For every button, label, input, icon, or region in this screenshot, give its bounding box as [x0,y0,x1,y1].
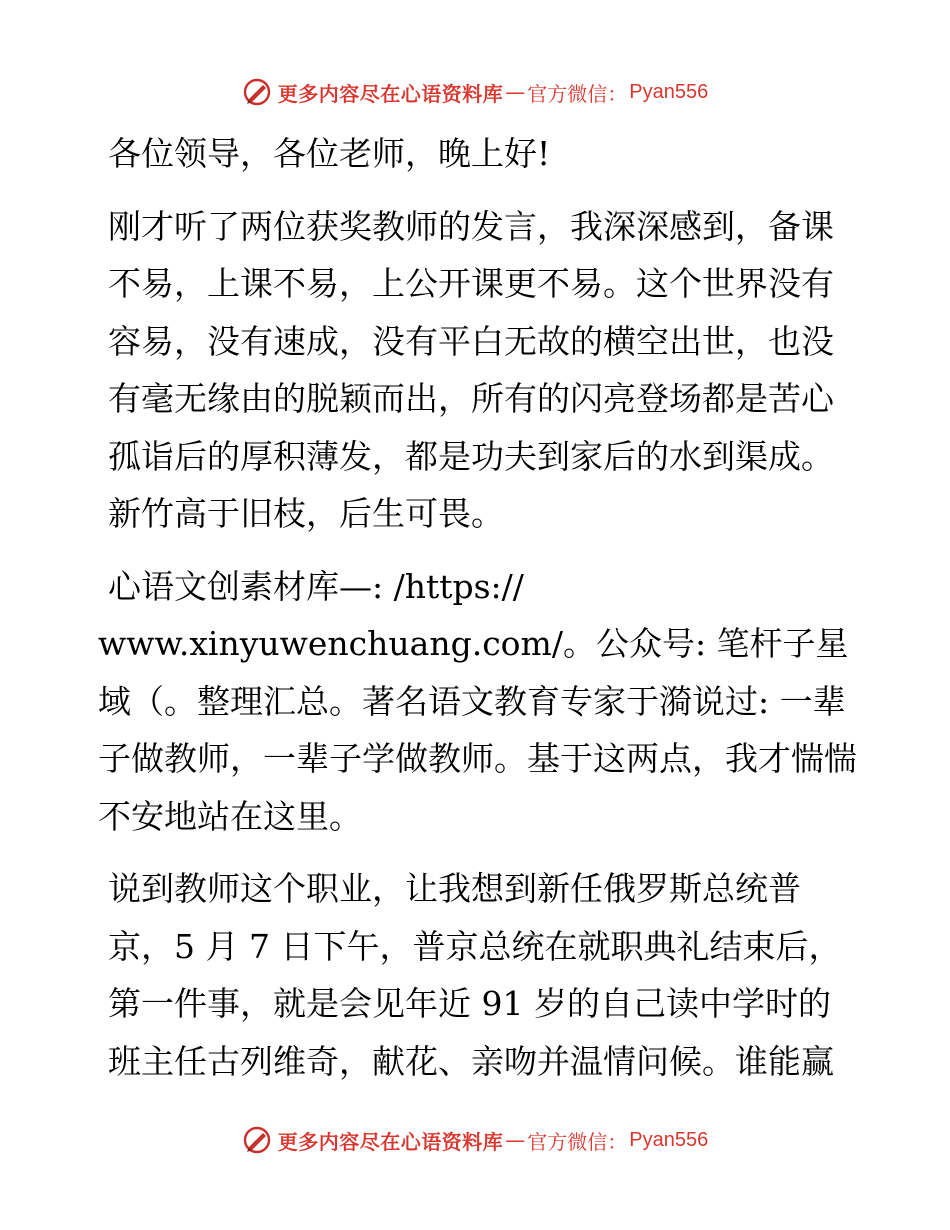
source-line: 心语文创素材库—: /https:// [108,566,524,606]
banner-official-wechat-label: 官方微信： [527,1129,628,1154]
banner-wechat-id: Pyan556 [629,1128,709,1151]
pen-logo-icon [242,77,272,107]
body-paragraph-2: www.xinyuwenchuang.com/。公众号: 笔杆子星域（。整理汇总。著名语文教育专家于漪说过: 一辈子做教师，一辈子学做教师。基于这两点，我才惴惴不安地站在这里。 [98,624,857,836]
banner-official-wechat-label: 官方微信： [527,81,628,106]
body-paragraph-1: 刚才听了两位获奖教师的发言，我深深感到，备课不易，上课不易，上公开课更不易。这个世界没有容易，没有速成，没有平白无故的横空出世，也没有毫无缘由的脱颖而出，所有的闪亮登场都是苦心孤诣后的厚积薄发，都是功夫到家后的水到渠成。新竹高于旧枝，后生可畏。 [108,206,834,533]
banner-dash: — [505,1128,526,1152]
header-watermark-banner [0,72,950,112]
body-paragraph-3: 说到教师这个职业，让我想到新任俄罗斯总统普京，5 月 7 日下午，普京总统在就职典礼结束后，第一件事，就是会见年近 91 岁的自己读中学时的班主任古列维奇，献花、亲吻并温情问候。谁能赢 [108,869,842,1081]
greeting-paragraph: 各位领导，各位老师，晚上好! [108,134,551,173]
banner-wechat-id: Pyan556 [629,80,709,103]
banner-text: 更多内容尽在心语资料库 [277,1129,504,1154]
document-body [98,125,858,1090]
banner-dash: — [505,80,526,104]
footer-watermark-banner [0,1120,950,1160]
pen-logo-icon [242,1125,272,1155]
banner-text: 更多内容尽在心语资料库 [277,81,504,106]
